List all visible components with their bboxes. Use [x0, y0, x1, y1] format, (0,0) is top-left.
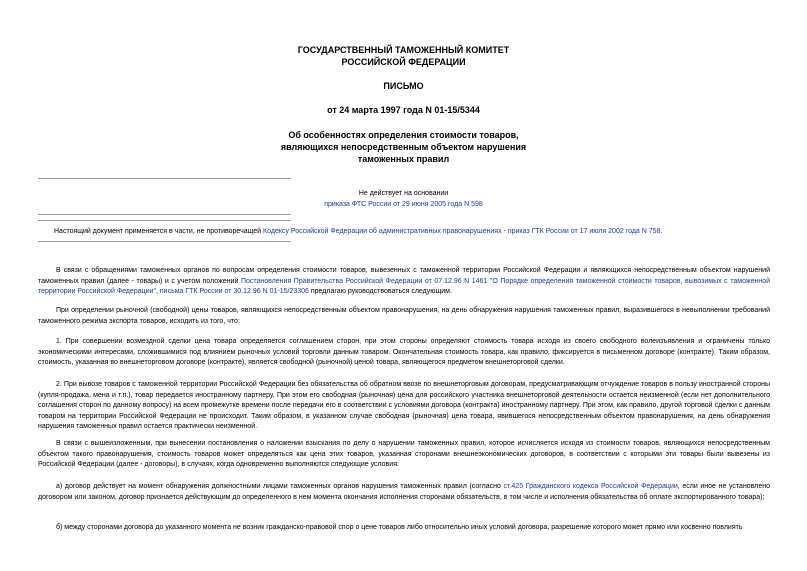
separator: [38, 178, 291, 179]
koap-link[interactable]: Кодексу Российской Федерации об административных правонарушениях: [263, 228, 502, 235]
scope-note: Настоящий документ применяется в части, не противоречащей Кодексу Российской Федерации об административных правонарушениях - приказ ГТК России от 17 июля 2002 года N 758.: [54, 228, 663, 235]
paragraph-market-price: При определении рыночной (свободной) цены товаров, являющихся непосредственным объектом правонарушения, на день обнаружения нарушения таможенных правил, выразившегося в невыполнении требований таможенного режима экспорта товаров, исходить из того, что:: [38, 307, 770, 325]
separator: [38, 220, 291, 221]
paragraph-intro: В связи с обращениями таможенных органов по вопросам определения стоимости товаров, вывезенных с таможенной территории Российской Федерации и являющихся непосредственным объектом нарушений таможенных правил (далее - товары) и с учетом положений Постановления Правительства Российской Федерации от 07.12.96 N 1461 "О Порядке определения таможенной стоимости товаров, вывозимых с таможенной территории Российской Федерации", письма ГТК России от 30.12.96 N 01-15/23306 предлагаю руководствоваться следующим.: [38, 267, 770, 296]
civil-code-link[interactable]: ст.425 Гражданского кодекса Российской Федерации: [503, 483, 678, 490]
gtk-letter-link[interactable]: письма ГТК России от 30.12.96 N 01-15/23306: [159, 288, 309, 296]
agency-name-line2: РОССИЙСКОЙ ФЕДЕРАЦИИ: [341, 57, 466, 67]
paragraph-condition-a: а) договор действует на момент обнаружения должностными лицами таможенных органов нарушения таможенных правил (согласно ст.425 Гражданского кодекса Российской Федерации, если иное не установлено договором или законом, договор признается действующим до определенного в нем момента окончания исполнения сторонами обязательств, в том числе и исполнения обязательства об оплате экспортированного товара);: [38, 483, 770, 501]
paragraph-item-1: 1. При совершении возмездной сделки цена товара определяется соглашением сторон, при этом стороны определяют стоимость товара исходя из своего свободного волеизъявления и ограничены только экономическими интересами, сложившимися под влиянием рыночных условий торговли данным товаром. Окончательная стоимость товара, как правило, фиксируется в письменном договоре (контракте). Таким образом, стоимость, указанная во внешнеторговом договоре (контракте), является свободной (рыночной) ценой товара, являющегося предметом внешнеторговой сделки.: [38, 338, 770, 367]
paragraph-condition-b: б) между сторонами договора до указанного момента не возник гражданско-правовой спор о цене товаров либо относительно иных условий договора, разрешение которого может прямо или косвенно повлиять: [56, 524, 743, 531]
separator: [38, 241, 291, 242]
separator: [38, 214, 291, 215]
document-date-number: от 24 марта 1997 года N 01-15/5344: [327, 105, 480, 115]
paragraph-conditions: В связи с вышеизложенным, при вынесении постановления о наложении взыскания по делу о нарушении таможенных правил, которое исчисляется исходя из стоимости товаров, являющихся непосредственным объектом такого правонарушения, стоимость товаров может определяться как цена этих товаров, указанная сторонами внешнеэкономических договоров, в соответствии с которыми эти товары были вывезены из Российской Федерации (далее - договоры), в случаях, когда одновременно выполняются следующие условия:: [38, 440, 770, 469]
gtk-order-link[interactable]: приказ ГТК России от 17 июля 2002 года N 758: [507, 228, 661, 235]
status-note: Не действует на основании: [358, 190, 449, 197]
status-order-link[interactable]: приказа ФТС России от 29 июня 2005 года N 598: [324, 201, 483, 208]
document-title-line1: Об особенностях определения стоимости товаров,: [288, 130, 519, 140]
paragraph-item-2: 2. При вывозе товаров с таможенной территории Российской Федерации без обязательства об обратном ввозе по внешнеторговым договорам, предусматривающим отчуждение товаров в пользу иностранной стороны (купля-продажа, мена и т.п.), товар передается иностранному партнеру. При этом его свободная (рыночная) цена для российского участника внешнеторговой деятельности остается неизменной (если нет дополнительного соглашения сторон по данному вопросу) на всем промежутке времени после передачи его в соответствии с условиями договора (контракта) иностранному партнеру. При этом, как правило, другой торговой сделки с данным товаром на территории Российской Федерации не происходит. Таким образом, в указанном случае свободная (рыночная) цена товара, явившегося непосредственным объектом правонарушения, на день обнаружения нарушения таможенных правил остается практически неизменной.: [38, 381, 770, 431]
document-title-line2: являющихся непосредственным объектом нарушения: [280, 142, 527, 152]
document-type: ПИСЬМО: [383, 81, 424, 91]
government-decree-link[interactable]: Постановления Правительства Российской Федерации от 07.12.96 N 1461 "О Порядке определения таможенной стоимости товаров, вывозимых с таможенной территории Российской Федерации": [38, 277, 770, 296]
agency-name-line1: ГОСУДАРСТВЕННЫЙ ТАМОЖЕННЫЙ КОМИТЕТ: [297, 45, 510, 55]
document-title-line3: таможенных правил: [357, 154, 450, 164]
